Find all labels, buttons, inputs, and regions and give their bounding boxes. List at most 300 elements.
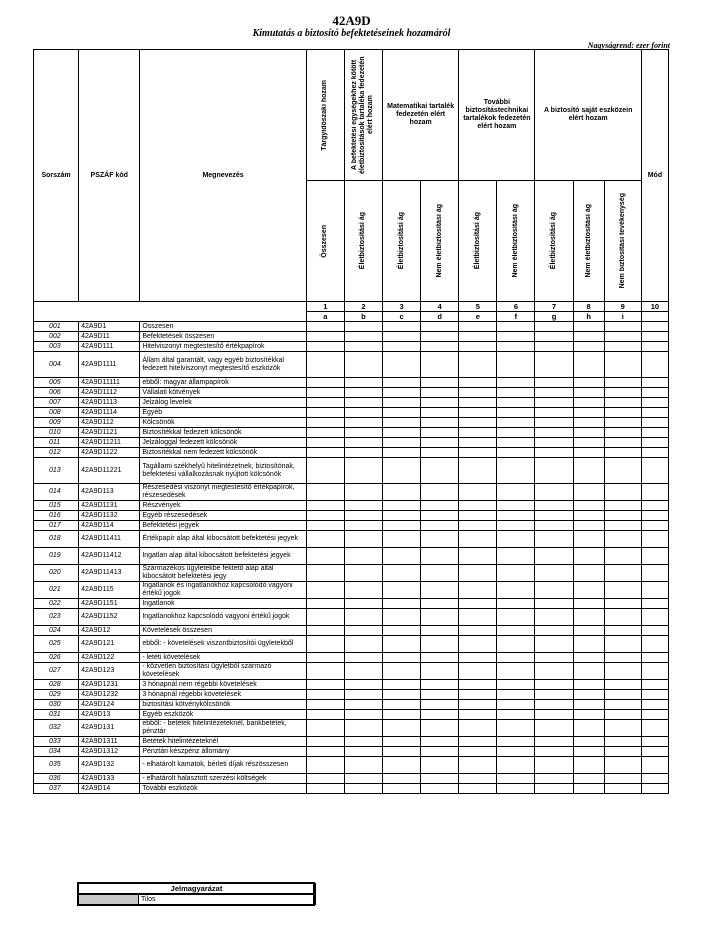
value-cell-col-9[interactable] — [604, 531, 641, 548]
value-cell-col-8[interactable] — [573, 663, 604, 680]
value-cell-col-4[interactable] — [421, 388, 459, 398]
value-cell-col-6[interactable] — [497, 511, 535, 521]
value-cell-col-9[interactable] — [604, 332, 641, 342]
value-cell-col-1[interactable] — [306, 784, 344, 794]
value-cell-col-2[interactable] — [344, 458, 382, 484]
value-cell-col-5[interactable] — [459, 352, 497, 378]
value-cell-col-2[interactable] — [344, 653, 382, 663]
value-cell-col-7[interactable] — [535, 352, 573, 378]
value-cell-col-7[interactable] — [535, 378, 573, 388]
value-cell-col-1[interactable] — [306, 332, 344, 342]
value-cell-col-9[interactable] — [604, 501, 641, 511]
value-cell-col-1[interactable] — [306, 342, 344, 352]
value-cell-col-8[interactable] — [573, 332, 604, 342]
value-cell-col-4[interactable] — [421, 636, 459, 653]
value-cell-col-6[interactable] — [497, 784, 535, 794]
value-cell-col-5[interactable] — [459, 378, 497, 388]
value-cell-col-6[interactable] — [497, 521, 535, 531]
value-cell-col-2[interactable] — [344, 680, 382, 690]
value-cell-col-5[interactable] — [459, 737, 497, 747]
value-cell-col-8[interactable] — [573, 531, 604, 548]
value-cell-col-5[interactable] — [459, 774, 497, 784]
value-cell-col-9[interactable] — [604, 352, 641, 378]
value-cell-col-3[interactable] — [383, 747, 421, 757]
value-cell-col-1[interactable] — [306, 388, 344, 398]
value-cell-col-1[interactable] — [306, 501, 344, 511]
value-cell-col-3[interactable] — [383, 378, 421, 388]
value-cell-col-5[interactable] — [459, 663, 497, 680]
value-cell-col-10[interactable] — [641, 428, 668, 438]
value-cell-col-6[interactable] — [497, 757, 535, 774]
value-cell-col-5[interactable] — [459, 609, 497, 626]
value-cell-col-5[interactable] — [459, 428, 497, 438]
value-cell-col-1[interactable] — [306, 548, 344, 565]
value-cell-col-7[interactable] — [535, 599, 573, 609]
value-cell-col-9[interactable] — [604, 438, 641, 448]
value-cell-col-10[interactable] — [641, 663, 668, 680]
value-cell-col-7[interactable] — [535, 418, 573, 428]
value-cell-col-2[interactable] — [344, 398, 382, 408]
value-cell-col-10[interactable] — [641, 757, 668, 774]
value-cell-col-5[interactable] — [459, 458, 497, 484]
value-cell-col-10[interactable] — [641, 710, 668, 720]
value-cell-col-4[interactable] — [421, 626, 459, 636]
value-cell-col-9[interactable] — [604, 599, 641, 609]
value-cell-col-3[interactable] — [383, 690, 421, 700]
value-cell-col-7[interactable] — [535, 700, 573, 710]
value-cell-col-7[interactable] — [535, 784, 573, 794]
value-cell-col-2[interactable] — [344, 378, 382, 388]
value-cell-col-9[interactable] — [604, 428, 641, 438]
value-cell-col-4[interactable] — [421, 322, 459, 332]
value-cell-col-9[interactable] — [604, 737, 641, 747]
value-cell-col-7[interactable] — [535, 663, 573, 680]
value-cell-col-9[interactable] — [604, 448, 641, 458]
value-cell-col-1[interactable] — [306, 720, 344, 737]
value-cell-col-3[interactable] — [383, 653, 421, 663]
value-cell-col-8[interactable] — [573, 484, 604, 501]
value-cell-col-3[interactable] — [383, 521, 421, 531]
value-cell-col-4[interactable] — [421, 737, 459, 747]
value-cell-col-10[interactable] — [641, 438, 668, 448]
value-cell-col-1[interactable] — [306, 700, 344, 710]
value-cell-col-9[interactable] — [604, 565, 641, 582]
value-cell-col-2[interactable] — [344, 342, 382, 352]
value-cell-col-1[interactable] — [306, 690, 344, 700]
value-cell-col-10[interactable] — [641, 653, 668, 663]
value-cell-col-4[interactable] — [421, 352, 459, 378]
value-cell-col-4[interactable] — [421, 484, 459, 501]
value-cell-col-6[interactable] — [497, 438, 535, 448]
value-cell-col-6[interactable] — [497, 747, 535, 757]
value-cell-col-2[interactable] — [344, 700, 382, 710]
value-cell-col-6[interactable] — [497, 720, 535, 737]
value-cell-col-2[interactable] — [344, 438, 382, 448]
value-cell-col-6[interactable] — [497, 582, 535, 599]
value-cell-col-1[interactable] — [306, 352, 344, 378]
value-cell-col-6[interactable] — [497, 737, 535, 747]
value-cell-col-6[interactable] — [497, 531, 535, 548]
value-cell-col-3[interactable] — [383, 636, 421, 653]
value-cell-col-4[interactable] — [421, 398, 459, 408]
value-cell-col-3[interactable] — [383, 322, 421, 332]
value-cell-col-8[interactable] — [573, 636, 604, 653]
value-cell-col-3[interactable] — [383, 663, 421, 680]
value-cell-col-4[interactable] — [421, 511, 459, 521]
value-cell-col-6[interactable] — [497, 680, 535, 690]
value-cell-col-8[interactable] — [573, 418, 604, 428]
value-cell-col-2[interactable] — [344, 757, 382, 774]
value-cell-col-9[interactable] — [604, 626, 641, 636]
value-cell-col-5[interactable] — [459, 626, 497, 636]
value-cell-col-5[interactable] — [459, 332, 497, 342]
value-cell-col-8[interactable] — [573, 448, 604, 458]
value-cell-col-1[interactable] — [306, 511, 344, 521]
value-cell-col-3[interactable] — [383, 737, 421, 747]
value-cell-col-5[interactable] — [459, 531, 497, 548]
value-cell-col-8[interactable] — [573, 458, 604, 484]
value-cell-col-3[interactable] — [383, 710, 421, 720]
value-cell-col-9[interactable] — [604, 388, 641, 398]
value-cell-col-2[interactable] — [344, 690, 382, 700]
value-cell-col-2[interactable] — [344, 388, 382, 398]
value-cell-col-10[interactable] — [641, 521, 668, 531]
value-cell-col-8[interactable] — [573, 690, 604, 700]
value-cell-col-6[interactable] — [497, 352, 535, 378]
value-cell-col-5[interactable] — [459, 757, 497, 774]
value-cell-col-7[interactable] — [535, 626, 573, 636]
value-cell-col-5[interactable] — [459, 511, 497, 521]
value-cell-col-10[interactable] — [641, 747, 668, 757]
value-cell-col-8[interactable] — [573, 680, 604, 690]
value-cell-col-4[interactable] — [421, 653, 459, 663]
value-cell-col-6[interactable] — [497, 398, 535, 408]
value-cell-col-9[interactable] — [604, 784, 641, 794]
value-cell-col-10[interactable] — [641, 511, 668, 521]
value-cell-col-2[interactable] — [344, 548, 382, 565]
value-cell-col-2[interactable] — [344, 501, 382, 511]
value-cell-col-6[interactable] — [497, 448, 535, 458]
value-cell-col-3[interactable] — [383, 511, 421, 521]
value-cell-col-8[interactable] — [573, 599, 604, 609]
value-cell-col-6[interactable] — [497, 408, 535, 418]
value-cell-col-1[interactable] — [306, 521, 344, 531]
value-cell-col-2[interactable] — [344, 332, 382, 342]
value-cell-col-4[interactable] — [421, 609, 459, 626]
value-cell-col-8[interactable] — [573, 784, 604, 794]
value-cell-col-7[interactable] — [535, 737, 573, 747]
value-cell-col-2[interactable] — [344, 484, 382, 501]
value-cell-col-8[interactable] — [573, 774, 604, 784]
value-cell-col-7[interactable] — [535, 565, 573, 582]
value-cell-col-5[interactable] — [459, 521, 497, 531]
value-cell-col-1[interactable] — [306, 428, 344, 438]
value-cell-col-7[interactable] — [535, 484, 573, 501]
value-cell-col-10[interactable] — [641, 680, 668, 690]
value-cell-col-2[interactable] — [344, 636, 382, 653]
value-cell-col-3[interactable] — [383, 548, 421, 565]
value-cell-col-7[interactable] — [535, 636, 573, 653]
value-cell-col-10[interactable] — [641, 388, 668, 398]
value-cell-col-6[interactable] — [497, 663, 535, 680]
value-cell-col-5[interactable] — [459, 388, 497, 398]
value-cell-col-9[interactable] — [604, 408, 641, 418]
value-cell-col-3[interactable] — [383, 680, 421, 690]
value-cell-col-3[interactable] — [383, 720, 421, 737]
value-cell-col-10[interactable] — [641, 531, 668, 548]
value-cell-col-9[interactable] — [604, 690, 641, 700]
value-cell-col-8[interactable] — [573, 501, 604, 511]
value-cell-col-5[interactable] — [459, 599, 497, 609]
value-cell-col-6[interactable] — [497, 565, 535, 582]
value-cell-col-1[interactable] — [306, 680, 344, 690]
value-cell-col-5[interactable] — [459, 700, 497, 710]
value-cell-col-4[interactable] — [421, 408, 459, 418]
value-cell-col-4[interactable] — [421, 565, 459, 582]
value-cell-col-8[interactable] — [573, 511, 604, 521]
value-cell-col-7[interactable] — [535, 609, 573, 626]
value-cell-col-10[interactable] — [641, 398, 668, 408]
value-cell-col-8[interactable] — [573, 747, 604, 757]
value-cell-col-2[interactable] — [344, 663, 382, 680]
value-cell-col-10[interactable] — [641, 378, 668, 388]
value-cell-col-9[interactable] — [604, 609, 641, 626]
value-cell-col-9[interactable] — [604, 418, 641, 428]
value-cell-col-5[interactable] — [459, 398, 497, 408]
value-cell-col-3[interactable] — [383, 352, 421, 378]
value-cell-col-4[interactable] — [421, 710, 459, 720]
value-cell-col-7[interactable] — [535, 680, 573, 690]
value-cell-col-10[interactable] — [641, 609, 668, 626]
value-cell-col-8[interactable] — [573, 388, 604, 398]
value-cell-col-5[interactable] — [459, 747, 497, 757]
value-cell-col-1[interactable] — [306, 653, 344, 663]
value-cell-col-1[interactable] — [306, 710, 344, 720]
value-cell-col-2[interactable] — [344, 531, 382, 548]
value-cell-col-6[interactable] — [497, 548, 535, 565]
value-cell-col-1[interactable] — [306, 322, 344, 332]
value-cell-col-10[interactable] — [641, 690, 668, 700]
value-cell-col-6[interactable] — [497, 484, 535, 501]
value-cell-col-4[interactable] — [421, 680, 459, 690]
value-cell-col-4[interactable] — [421, 784, 459, 794]
value-cell-col-5[interactable] — [459, 565, 497, 582]
value-cell-col-10[interactable] — [641, 626, 668, 636]
value-cell-col-10[interactable] — [641, 737, 668, 747]
value-cell-col-3[interactable] — [383, 448, 421, 458]
value-cell-col-9[interactable] — [604, 378, 641, 388]
value-cell-col-7[interactable] — [535, 448, 573, 458]
value-cell-col-3[interactable] — [383, 599, 421, 609]
value-cell-col-2[interactable] — [344, 626, 382, 636]
value-cell-col-10[interactable] — [641, 599, 668, 609]
value-cell-col-6[interactable] — [497, 342, 535, 352]
value-cell-col-10[interactable] — [641, 565, 668, 582]
value-cell-col-1[interactable] — [306, 609, 344, 626]
value-cell-col-6[interactable] — [497, 418, 535, 428]
value-cell-col-1[interactable] — [306, 458, 344, 484]
value-cell-col-7[interactable] — [535, 747, 573, 757]
value-cell-col-1[interactable] — [306, 599, 344, 609]
value-cell-col-1[interactable] — [306, 636, 344, 653]
value-cell-col-8[interactable] — [573, 438, 604, 448]
value-cell-col-2[interactable] — [344, 599, 382, 609]
value-cell-col-4[interactable] — [421, 690, 459, 700]
value-cell-col-1[interactable] — [306, 663, 344, 680]
value-cell-col-5[interactable] — [459, 438, 497, 448]
value-cell-col-1[interactable] — [306, 565, 344, 582]
value-cell-col-5[interactable] — [459, 418, 497, 428]
value-cell-col-4[interactable] — [421, 700, 459, 710]
value-cell-col-2[interactable] — [344, 511, 382, 521]
value-cell-col-4[interactable] — [421, 531, 459, 548]
value-cell-col-5[interactable] — [459, 548, 497, 565]
value-cell-col-3[interactable] — [383, 458, 421, 484]
value-cell-col-3[interactable] — [383, 531, 421, 548]
value-cell-col-5[interactable] — [459, 484, 497, 501]
value-cell-col-1[interactable] — [306, 757, 344, 774]
value-cell-col-2[interactable] — [344, 737, 382, 747]
value-cell-col-8[interactable] — [573, 378, 604, 388]
value-cell-col-2[interactable] — [344, 448, 382, 458]
value-cell-col-6[interactable] — [497, 710, 535, 720]
value-cell-col-8[interactable] — [573, 710, 604, 720]
value-cell-col-6[interactable] — [497, 653, 535, 663]
value-cell-col-5[interactable] — [459, 636, 497, 653]
value-cell-col-2[interactable] — [344, 521, 382, 531]
value-cell-col-10[interactable] — [641, 484, 668, 501]
value-cell-col-5[interactable] — [459, 710, 497, 720]
value-cell-col-3[interactable] — [383, 428, 421, 438]
value-cell-col-3[interactable] — [383, 484, 421, 501]
value-cell-col-4[interactable] — [421, 521, 459, 531]
value-cell-col-1[interactable] — [306, 408, 344, 418]
value-cell-col-10[interactable] — [641, 784, 668, 794]
value-cell-col-1[interactable] — [306, 398, 344, 408]
value-cell-col-9[interactable] — [604, 458, 641, 484]
value-cell-col-8[interactable] — [573, 398, 604, 408]
value-cell-col-7[interactable] — [535, 582, 573, 599]
value-cell-col-5[interactable] — [459, 720, 497, 737]
value-cell-col-9[interactable] — [604, 484, 641, 501]
value-cell-col-5[interactable] — [459, 690, 497, 700]
value-cell-col-6[interactable] — [497, 609, 535, 626]
value-cell-col-3[interactable] — [383, 438, 421, 448]
value-cell-col-5[interactable] — [459, 342, 497, 352]
value-cell-col-8[interactable] — [573, 700, 604, 710]
value-cell-col-8[interactable] — [573, 757, 604, 774]
value-cell-col-1[interactable] — [306, 626, 344, 636]
value-cell-col-2[interactable] — [344, 720, 382, 737]
value-cell-col-10[interactable] — [641, 322, 668, 332]
value-cell-col-9[interactable] — [604, 636, 641, 653]
value-cell-col-4[interactable] — [421, 501, 459, 511]
value-cell-col-4[interactable] — [421, 428, 459, 438]
value-cell-col-8[interactable] — [573, 408, 604, 418]
value-cell-col-3[interactable] — [383, 757, 421, 774]
value-cell-col-5[interactable] — [459, 501, 497, 511]
value-cell-col-10[interactable] — [641, 582, 668, 599]
value-cell-col-5[interactable] — [459, 653, 497, 663]
value-cell-col-3[interactable] — [383, 398, 421, 408]
value-cell-col-3[interactable] — [383, 501, 421, 511]
value-cell-col-7[interactable] — [535, 408, 573, 418]
value-cell-col-3[interactable] — [383, 609, 421, 626]
value-cell-col-10[interactable] — [641, 342, 668, 352]
value-cell-col-6[interactable] — [497, 636, 535, 653]
value-cell-col-9[interactable] — [604, 511, 641, 521]
value-cell-col-7[interactable] — [535, 458, 573, 484]
value-cell-col-1[interactable] — [306, 484, 344, 501]
value-cell-col-8[interactable] — [573, 737, 604, 747]
value-cell-col-8[interactable] — [573, 342, 604, 352]
value-cell-col-2[interactable] — [344, 747, 382, 757]
value-cell-col-2[interactable] — [344, 352, 382, 378]
value-cell-col-3[interactable] — [383, 565, 421, 582]
value-cell-col-3[interactable] — [383, 784, 421, 794]
value-cell-col-4[interactable] — [421, 438, 459, 448]
value-cell-col-5[interactable] — [459, 408, 497, 418]
value-cell-col-5[interactable] — [459, 322, 497, 332]
value-cell-col-5[interactable] — [459, 582, 497, 599]
value-cell-col-2[interactable] — [344, 784, 382, 794]
value-cell-col-9[interactable] — [604, 720, 641, 737]
value-cell-col-10[interactable] — [641, 774, 668, 784]
value-cell-col-9[interactable] — [604, 663, 641, 680]
value-cell-col-7[interactable] — [535, 342, 573, 352]
value-cell-col-8[interactable] — [573, 548, 604, 565]
value-cell-col-9[interactable] — [604, 322, 641, 332]
value-cell-col-9[interactable] — [604, 653, 641, 663]
value-cell-col-7[interactable] — [535, 757, 573, 774]
value-cell-col-6[interactable] — [497, 690, 535, 700]
value-cell-col-7[interactable] — [535, 548, 573, 565]
value-cell-col-10[interactable] — [641, 352, 668, 378]
value-cell-col-3[interactable] — [383, 408, 421, 418]
value-cell-col-5[interactable] — [459, 784, 497, 794]
value-cell-col-10[interactable] — [641, 408, 668, 418]
value-cell-col-7[interactable] — [535, 322, 573, 332]
value-cell-col-1[interactable] — [306, 378, 344, 388]
value-cell-col-2[interactable] — [344, 428, 382, 438]
value-cell-col-7[interactable] — [535, 501, 573, 511]
value-cell-col-9[interactable] — [604, 521, 641, 531]
value-cell-col-4[interactable] — [421, 774, 459, 784]
value-cell-col-4[interactable] — [421, 378, 459, 388]
value-cell-col-6[interactable] — [497, 378, 535, 388]
value-cell-col-6[interactable] — [497, 458, 535, 484]
value-cell-col-7[interactable] — [535, 690, 573, 700]
value-cell-col-4[interactable] — [421, 342, 459, 352]
value-cell-col-9[interactable] — [604, 700, 641, 710]
value-cell-col-7[interactable] — [535, 710, 573, 720]
value-cell-col-2[interactable] — [344, 710, 382, 720]
value-cell-col-7[interactable] — [535, 438, 573, 448]
value-cell-col-5[interactable] — [459, 448, 497, 458]
value-cell-col-2[interactable] — [344, 408, 382, 418]
value-cell-col-2[interactable] — [344, 565, 382, 582]
value-cell-col-8[interactable] — [573, 521, 604, 531]
value-cell-col-7[interactable] — [535, 531, 573, 548]
value-cell-col-7[interactable] — [535, 521, 573, 531]
value-cell-col-8[interactable] — [573, 626, 604, 636]
value-cell-col-9[interactable] — [604, 757, 641, 774]
value-cell-col-9[interactable] — [604, 680, 641, 690]
value-cell-col-1[interactable] — [306, 582, 344, 599]
value-cell-col-10[interactable] — [641, 636, 668, 653]
value-cell-col-7[interactable] — [535, 398, 573, 408]
value-cell-col-10[interactable] — [641, 548, 668, 565]
